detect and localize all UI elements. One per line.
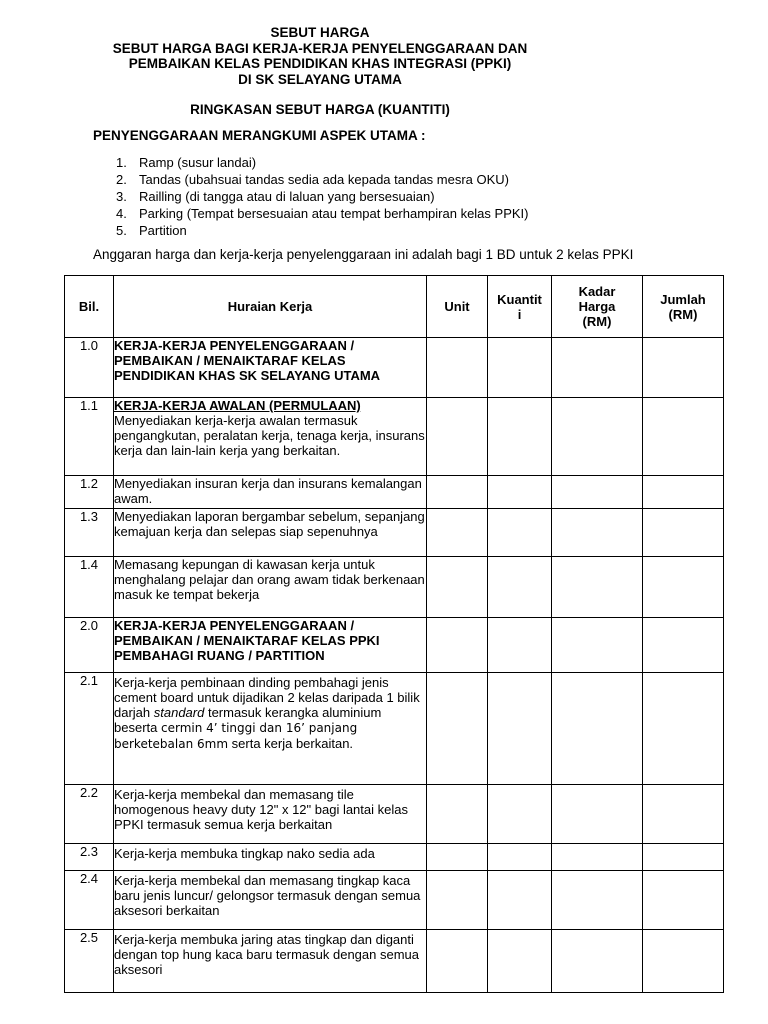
amount-cell: [643, 930, 724, 993]
quantity-cell: [488, 509, 552, 557]
row-description: [114, 673, 427, 785]
row-description: [114, 844, 427, 871]
table-row: [65, 930, 724, 993]
row-text: Kerja-kerja membuka jaring atas tingkap dan diganti dengan top hung kaca baru termasuk dengan semua aksesori: [114, 932, 419, 977]
unit-cell: [427, 557, 488, 618]
table-row: [65, 844, 724, 871]
unit-cell: [427, 673, 488, 785]
table-row: [65, 509, 724, 557]
row-description: [114, 557, 427, 618]
table-row: [65, 476, 724, 509]
row-number: 2.0: [65, 618, 114, 673]
scope-list: [116, 154, 528, 239]
row-text: Kerja-kerja membekal dan memasang tingkap kaca baru jenis luncur/ gelongsor termasuk dengan semua aksesori berkaitan: [114, 873, 421, 918]
list-item-text: Parking (Tempat bersesuaian atau tempat berhampiran kelas PPKI): [139, 206, 529, 221]
unit-cell: [427, 785, 488, 844]
unit-cell: [427, 476, 488, 509]
table-row: [65, 871, 724, 930]
amount-cell: [643, 618, 724, 673]
unit-cell: [427, 338, 488, 398]
row-description: [114, 618, 427, 673]
row-description: [114, 338, 427, 398]
amount-cell: [643, 557, 724, 618]
list-item: [116, 154, 528, 171]
list-item-text: Tandas (ubahsuai tandas sedia ada kepada tandas mesra OKU): [139, 172, 510, 187]
list-item: [116, 205, 528, 222]
amount-cell: [643, 785, 724, 844]
row-text: Memasang kepungan di kawasan kerja untuk menghalang pelajar dan orang awam tidak berkenaan masuk ke tempat bekerja: [114, 557, 425, 602]
scope-heading: PENYENGGARAAN MERANGKUMI ASPEK UTAMA :: [93, 128, 426, 143]
list-item: [116, 222, 528, 239]
amount-cell: [643, 509, 724, 557]
list-item-number: 4.: [116, 206, 127, 221]
row-text: Menyediakan laporan bergambar sebelum, sepanjang kemajuan kerja dan selepas siap sepenuhnya: [114, 509, 425, 539]
row-text: serta kerja berkaitan.: [228, 736, 354, 751]
row-number: 1.2: [65, 476, 114, 509]
row-number: 2.3: [65, 844, 114, 871]
row-number: 1.4: [65, 557, 114, 618]
row-number: 1.0: [65, 338, 114, 398]
column-header-huraian: Huraian Kerja: [114, 276, 427, 338]
document-title-block: [0, 25, 768, 87]
unit-cell: [427, 844, 488, 871]
document-title-line: SEBUT HARGA BAGI KERJA-KERJA PENYELENGGARAAN DAN: [112, 40, 528, 56]
table-row: [65, 398, 724, 476]
row-text-italic: standard: [153, 705, 205, 720]
rate-cell: [552, 930, 643, 993]
row-description: [114, 398, 427, 476]
rate-cell: [552, 557, 643, 618]
column-header-unit: Unit: [427, 276, 488, 338]
budget-note: Anggaran harga dan kerja-kerja penyelenggaraan ini adalah bagi 1 BD untuk 2 kelas PPKI: [93, 247, 634, 262]
row-text: Menyediakan insuran kerja dan insurans kemalangan awam.: [114, 476, 422, 506]
row-heading: KERJA-KERJA AWALAN (PERMULAAN): [114, 398, 361, 413]
quantity-cell: [488, 673, 552, 785]
list-item-number: 2.: [116, 172, 127, 187]
row-number: 1.3: [65, 509, 114, 557]
quantity-cell: [488, 930, 552, 993]
list-item-text: Railling (di tangga atau di laluan yang bersesuaian): [139, 189, 435, 204]
rate-cell: [552, 476, 643, 509]
summary-title: RINGKASAN SEBUT HARGA (KUANTITI): [190, 102, 450, 117]
row-number: 1.1: [65, 398, 114, 476]
rate-cell: [552, 509, 643, 557]
rate-cell: [552, 398, 643, 476]
list-item: [116, 188, 528, 205]
rate-cell: [552, 785, 643, 844]
amount-cell: [643, 673, 724, 785]
document-title-line: PEMBAIKAN KELAS PENDIDIKAN KHAS INTEGRASI (PPKI): [128, 56, 512, 71]
document-title-line: SEBUT HARGA: [270, 25, 370, 40]
quantity-cell: [488, 785, 552, 844]
row-heading: KERJA-KERJA PENYELENGGARAAN / PEMBAIKAN / MENAIKTARAF KELAS PENDIDIKAN KHAS SK SELAYANG UTAMA: [114, 338, 381, 383]
quantity-cell: [488, 618, 552, 673]
amount-cell: [643, 476, 724, 509]
unit-cell: [427, 509, 488, 557]
table-row: [65, 673, 724, 785]
row-description: [114, 871, 427, 930]
unit-cell: [427, 398, 488, 476]
row-description: [114, 476, 427, 509]
row-text: termasuk kerangka aluminium beserta: [114, 705, 382, 735]
quantity-cell: [488, 844, 552, 871]
column-header-kadar: Kadar Harga (RM): [552, 276, 643, 338]
unit-cell: [427, 618, 488, 673]
unit-cell: [427, 930, 488, 993]
row-text: Kerja-kerja membekal dan memasang tile homogenous heavy duty 12" x 12" bagi lantai kelas PPKI termasuk semua kerja berkaitan: [114, 787, 408, 832]
table-row: [65, 785, 724, 844]
quantity-cell: [488, 338, 552, 398]
rate-cell: [552, 871, 643, 930]
row-number: 2.2: [65, 785, 114, 844]
amount-cell: [643, 338, 724, 398]
table-row: [65, 618, 724, 673]
row-number: 2.5: [65, 930, 114, 993]
document-title-line: DI SK SELAYANG UTAMA: [238, 71, 402, 87]
quantity-cell: [488, 476, 552, 509]
list-item-number: 5.: [116, 223, 127, 238]
amount-cell: [643, 398, 724, 476]
row-description: [114, 509, 427, 557]
table-row: [65, 338, 724, 398]
quantity-cell: [488, 871, 552, 930]
rate-cell: [552, 338, 643, 398]
row-text-spec: cermin 4’ tinggi dan 16’ panjang berketebalan 6mm: [114, 721, 358, 751]
table-row: [65, 557, 724, 618]
row-text: Kerja-kerja pembinaan dinding pembahagi jenis cement board untuk dijadikan 2 kelas daripada 1 bilik darjah: [114, 675, 420, 720]
column-header-kuantiti: Kuantit i: [488, 276, 552, 338]
row-number: 2.1: [65, 673, 114, 785]
quantity-cell: [488, 557, 552, 618]
row-text: Kerja-kerja membuka tingkap nako sedia ada: [114, 846, 375, 861]
unit-cell: [427, 871, 488, 930]
row-description: [114, 930, 427, 993]
column-header-bil: Bil.: [65, 276, 114, 338]
row-number: 2.4: [65, 871, 114, 930]
list-item: [116, 171, 528, 188]
row-description: [114, 785, 427, 844]
list-item-number: 1.: [116, 155, 127, 170]
quantity-cell: [488, 398, 552, 476]
rate-cell: [552, 844, 643, 871]
rate-cell: [552, 673, 643, 785]
column-header-jumlah: Jumlah (RM): [643, 276, 724, 338]
list-item-text: Partition: [139, 223, 187, 238]
bill-of-quantities-table: [64, 275, 724, 993]
list-item-number: 3.: [116, 189, 127, 204]
amount-cell: [643, 844, 724, 871]
rate-cell: [552, 618, 643, 673]
list-item-text: Ramp (susur landai): [139, 155, 257, 170]
row-text: Menyediakan kerja-kerja awalan termasuk pengangkutan, peralatan kerja, tenaga kerja, insurans kerja dan lain-lain kerja yang berkaitan.: [114, 413, 425, 458]
row-heading: KERJA-KERJA PENYELENGGARAAN / PEMBAIKAN / MENAIKTARAF KELAS PPKI PEMBAHAGI RUANG / PARTITION: [114, 618, 380, 663]
amount-cell: [643, 871, 724, 930]
